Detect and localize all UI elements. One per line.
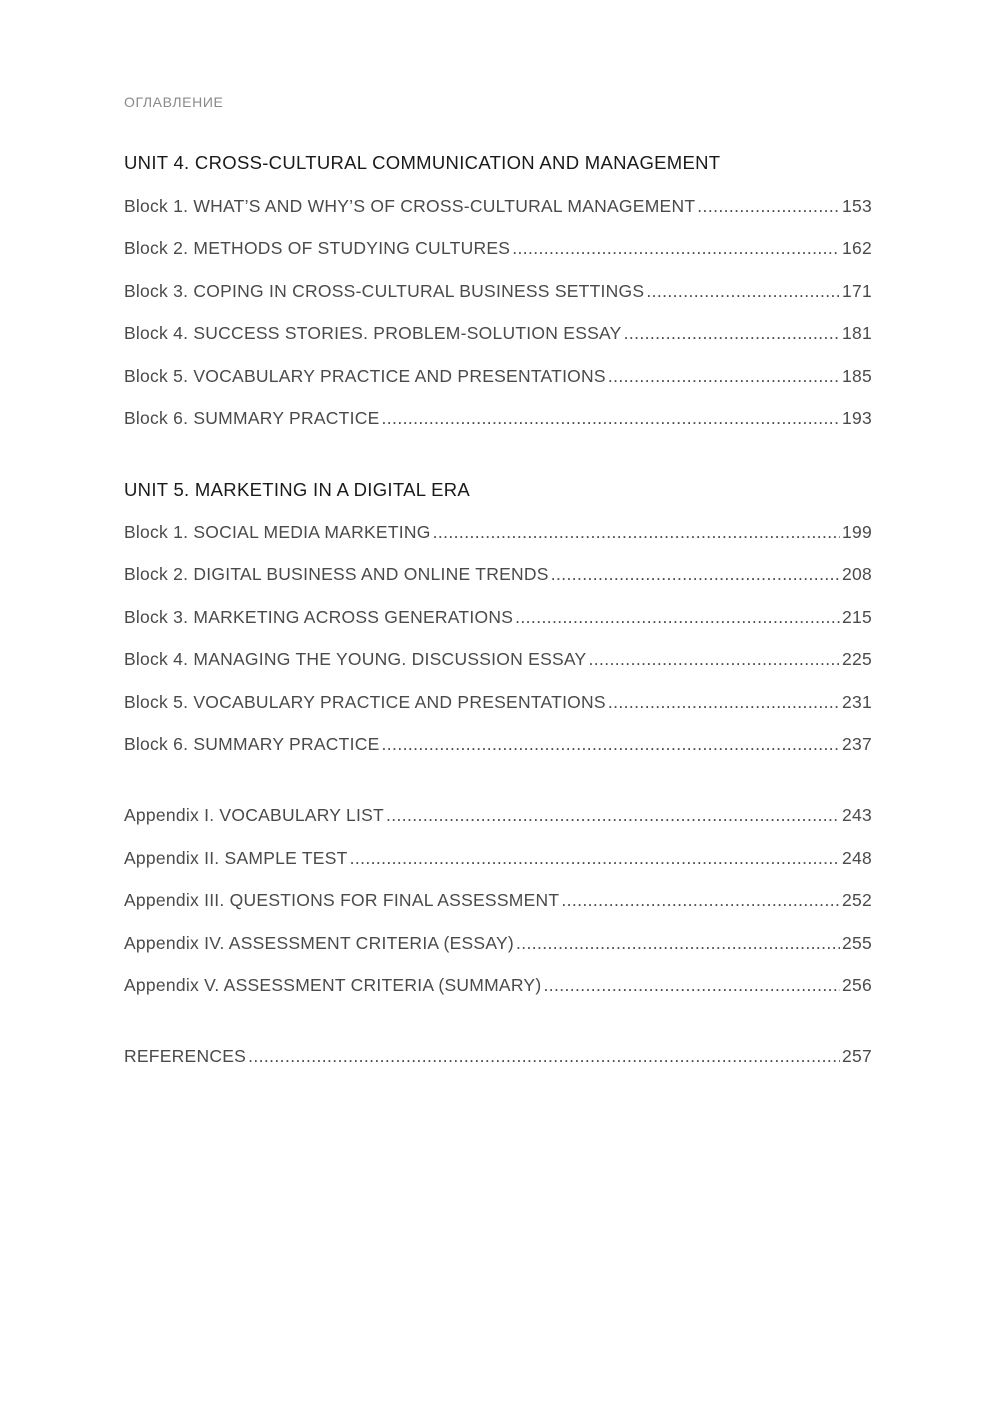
dot-leader <box>512 238 840 259</box>
toc-entry[interactable] <box>124 692 872 718</box>
entry-label: Appendix V. ASSESSMENT CRITERIA (SUMMARY) <box>124 975 542 995</box>
toc-entry[interactable] <box>124 408 872 434</box>
dot-leader <box>382 408 841 429</box>
entry-page-number: 185 <box>842 366 872 386</box>
entry-label: Block 2. DIGITAL BUSINESS AND ONLINE TRENDS <box>124 564 549 584</box>
entry-label: Block 2. METHODS OF STUDYING CULTURES <box>124 238 511 258</box>
dot-leader <box>551 564 840 585</box>
toc-entry[interactable] <box>124 196 872 222</box>
entry-page-number: 208 <box>842 564 872 584</box>
toc-appendix-entry[interactable] <box>124 975 872 1001</box>
entry-label: Appendix II. SAMPLE TEST <box>124 848 348 868</box>
dot-leader <box>433 522 840 543</box>
entry-page-number: 255 <box>842 933 872 953</box>
unit-4-title: UNIT 4. CROSS-CULTURAL COMMUNICATION AND MANAGEMENT <box>124 152 721 173</box>
entry-page-number: 225 <box>842 649 872 669</box>
toc-entry[interactable] <box>124 734 872 760</box>
dot-leader <box>516 933 840 954</box>
toc-entry[interactable] <box>124 649 872 675</box>
entry-page-number: 252 <box>842 890 872 910</box>
dot-leader <box>350 848 840 869</box>
dot-leader <box>248 1046 840 1067</box>
entry-label: Appendix I. VOCABULARY LIST <box>124 805 384 825</box>
toc-entry[interactable] <box>124 607 872 633</box>
toc-appendix-entry[interactable] <box>124 890 872 916</box>
entry-label: Block 5. VOCABULARY PRACTICE AND PRESENTATIONS <box>124 692 606 712</box>
toc-entry[interactable] <box>124 238 872 264</box>
entry-label: Appendix III. QUESTIONS FOR FINAL ASSESSMENT <box>124 890 560 910</box>
toc-appendix-entry[interactable] <box>124 805 872 831</box>
dot-leader <box>543 975 840 996</box>
entry-label: Block 5. VOCABULARY PRACTICE AND PRESENTATIONS <box>124 366 606 386</box>
entry-page-number: 215 <box>842 607 872 627</box>
entry-label: Block 1. WHAT’S AND WHY’S OF CROSS-CULTURAL MANAGEMENT <box>124 196 696 216</box>
entry-page-number: 181 <box>842 323 872 343</box>
entry-page-number: 162 <box>842 238 872 258</box>
entry-label: Appendix IV. ASSESSMENT CRITERIA (ESSAY) <box>124 933 514 953</box>
entry-label: Block 6. SUMMARY PRACTICE <box>124 408 380 428</box>
entry-page-number: 153 <box>842 196 872 216</box>
dot-leader <box>608 366 840 387</box>
entry-page-number: 257 <box>842 1046 872 1066</box>
toc-entry[interactable] <box>124 366 872 392</box>
toc-entry[interactable] <box>124 522 872 548</box>
dot-leader <box>386 805 840 826</box>
entry-page-number: 256 <box>842 975 872 995</box>
entry-label: Block 4. MANAGING THE YOUNG. DISCUSSION ESSAY <box>124 649 587 669</box>
entry-label: Block 6. SUMMARY PRACTICE <box>124 734 380 754</box>
entry-label: Block 1. SOCIAL MEDIA MARKETING <box>124 522 431 542</box>
entry-label: Block 3. MARKETING ACROSS GENERATIONS <box>124 607 514 627</box>
toc-entry[interactable] <box>124 281 872 307</box>
dot-leader <box>608 692 840 713</box>
entry-label: Block 4. SUCCESS STORIES. PROBLEM-SOLUTION ESSAY <box>124 323 622 343</box>
toc-entry[interactable] <box>124 323 872 349</box>
entry-page-number: 171 <box>842 281 872 301</box>
toc-appendix-entry[interactable] <box>124 848 872 874</box>
entry-page-number: 237 <box>842 734 872 754</box>
dot-leader <box>646 281 840 302</box>
toc-entry[interactable] <box>124 564 872 590</box>
dot-leader <box>382 734 841 755</box>
entry-page-number: 248 <box>842 848 872 868</box>
running-head: ОГЛАВЛЕНИЕ <box>124 94 224 110</box>
toc-references-entry[interactable] <box>124 1046 872 1072</box>
dot-leader <box>561 890 840 911</box>
dot-leader <box>515 607 840 628</box>
unit-5-title: UNIT 5. MARKETING IN A DIGITAL ERA <box>124 479 471 500</box>
entry-page-number: 243 <box>842 805 872 825</box>
entry-label: Block 3. COPING IN CROSS-CULTURAL BUSINESS SETTINGS <box>124 281 645 301</box>
dot-leader <box>697 196 840 217</box>
entry-label: REFERENCES <box>124 1046 247 1066</box>
entry-page-number: 231 <box>842 692 872 712</box>
dot-leader <box>624 323 840 344</box>
toc-appendix-entry[interactable] <box>124 933 872 959</box>
entry-page-number: 193 <box>842 408 872 428</box>
dot-leader <box>588 649 840 670</box>
entry-page-number: 199 <box>842 522 872 542</box>
